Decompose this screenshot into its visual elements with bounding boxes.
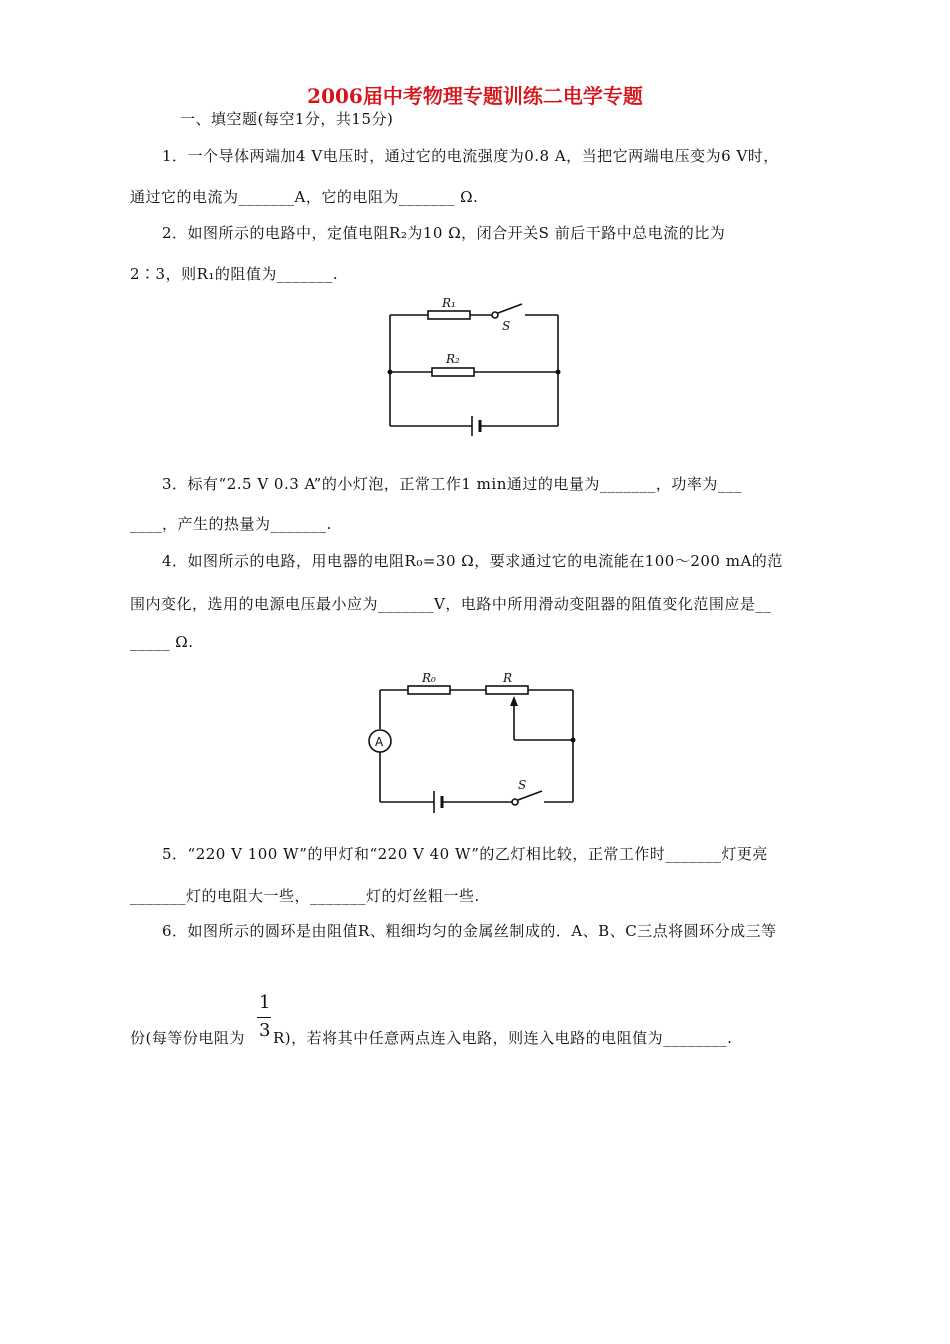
question-6-line-2-before: 份(每等份电阻为 — [130, 1029, 245, 1047]
question-3-line-1: 3．标有“2.5 V 0.3 A”的小灯泡，正常工作1 min通过的电量为_______，功率为___ — [162, 475, 742, 493]
resistor-r0 — [408, 686, 450, 694]
question-6-line-2-after: R)，若将其中任意两点连入电路，则连入电路的电阻值为________. — [273, 1029, 733, 1047]
question-2-line-1: 2．如图所示的电路中，定值电阻R₂为10 Ω，闭合开关S 前后干路中总电流的比为 — [162, 224, 726, 242]
rheostat-r — [486, 686, 528, 694]
fraction-denominator: 3 — [259, 1020, 271, 1041]
question-3-line-2: ____，产生的热量为_______. — [130, 515, 332, 533]
switch-s-contact — [492, 312, 498, 318]
question-4-line-3: _____ Ω. — [130, 633, 194, 651]
question-1-line-1: 1．一个导体两端加4 V电压时，通过它的电流强度为0.8 A，当把它两端电压变为6 V时， — [162, 147, 779, 165]
slider-arrow — [510, 696, 518, 706]
switch-s-contact — [512, 799, 518, 805]
resistor-r2 — [432, 368, 474, 376]
ammeter-label: A — [375, 735, 384, 749]
fraction-numerator: 1 — [259, 992, 271, 1013]
question-1-line-2: 通过它的电流为_______A，它的电阻为_______ Ω. — [130, 188, 479, 206]
switch-s-blade — [518, 791, 542, 800]
label-s: S — [502, 319, 511, 333]
switch-s-blade — [498, 304, 522, 313]
label-r2: R₂ — [446, 352, 460, 366]
question-5-line-1: 5．“220 V 100 W”的甲灯和“220 V 40 W”的乙灯相比较，正常工作时_______灯更亮 — [162, 845, 768, 863]
label-s: S — [518, 778, 527, 792]
circuit-diagram-1 — [380, 290, 570, 440]
label-r1: R₁ — [442, 296, 456, 310]
resistor-r1 — [428, 311, 470, 319]
question-2-line-2: 2∶3，则R₁的阻值为_______. — [130, 265, 339, 283]
question-4-line-1: 4．如图所示的电路，用电器的电阻R₀=30 Ω，要求通过它的电流能在100～200 mA的范 — [162, 552, 783, 570]
section-header: 一、填空题(每空1分，共15分) — [180, 110, 394, 128]
label-r0: R₀ — [422, 671, 436, 685]
question-4-line-2: 围内变化，选用的电源电压最小应为_______V，电路中所用滑动变阻器的阻值变化范围应是__ — [130, 595, 772, 613]
circuit-diagram-2 — [360, 665, 590, 815]
page-title: 2006届中考物理专题训练二电学专题 — [307, 84, 643, 108]
question-5-line-2: _______灯的电阻大一些，_______灯的灯丝粗一些. — [130, 887, 480, 905]
label-r: R — [503, 671, 513, 685]
fraction-bar — [257, 1017, 271, 1018]
question-6-line-1: 6．如图所示的圆环是由阻值R、粗细均匀的金属丝制成的．A、B、C三点将圆环分成三等 — [162, 922, 777, 940]
